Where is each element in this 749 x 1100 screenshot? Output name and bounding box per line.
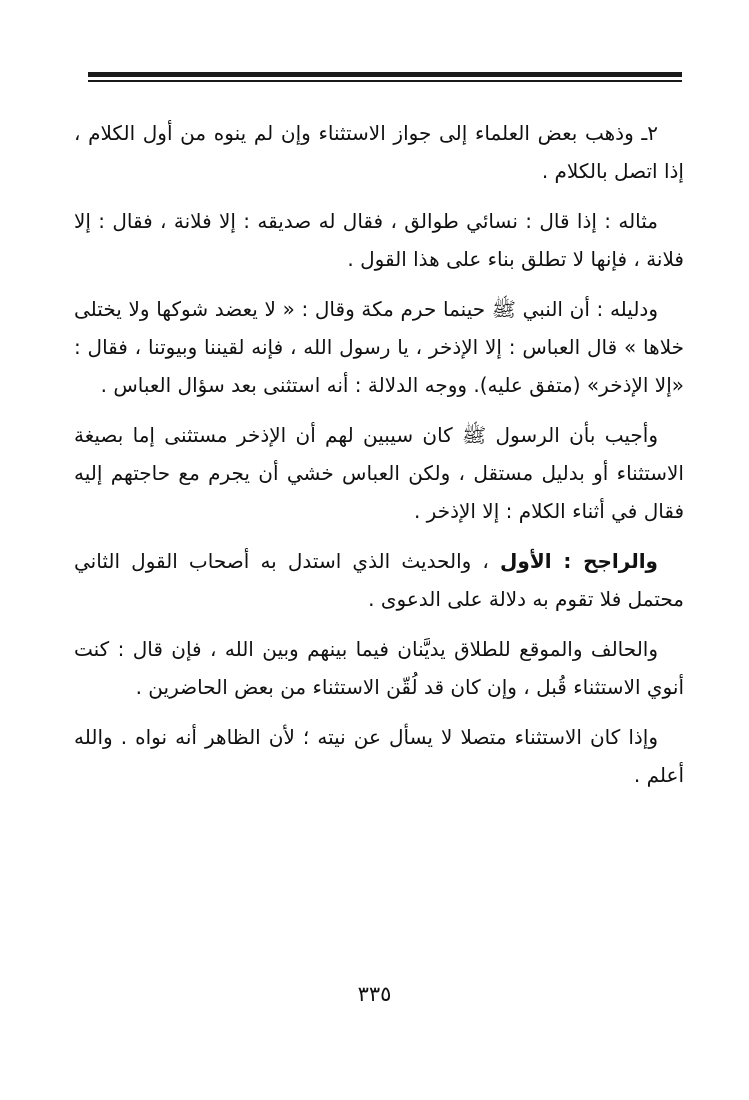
page-body (74, 114, 684, 806)
preferred-opinion-label: والراجح : الأول (500, 549, 658, 573)
paragraph-4: وأجيب بأن الرسول ﷺ كان سيبين لهم أن الإذخر مستثنى إما بصيغة الاستثناء أو بدليل مستقل ، ولكن العباس خشي أن يجرم مع حاجتهم إليه فقال في أثناء الكلام : إلا الإذخر . (74, 423, 684, 523)
paragraph-6: والحالف والموقع للطلاق يديَّنان فيما بينهم وبين الله ، فإن قال : كنت أنوي الاستثناء قُبل ، وإن كان قد لُقّن الاستثناء من بعض الحاضرين . (74, 637, 684, 699)
header-rule-thin (88, 80, 682, 82)
paragraph-5-text: ، والحديث الذي استدل به أصحاب القول الثاني محتمل فلا تقوم به دلالة على الدعوى . (74, 549, 684, 611)
paragraph-1: ٢ـ وذهب بعض العلماء إلى جواز الاستثناء وإن لم ينوه من أول الكلام ، إذا اتصل بالكلام . (74, 121, 684, 183)
paragraph-7: وإذا كان الاستثناء متصلا لا يسأل عن نيته ؛ لأن الظاهر أنه نواه . والله أعلم . (74, 725, 684, 787)
header-rule-thick (88, 72, 682, 77)
paragraph-3: ودليله : أن النبي ﷺ حينما حرم مكة وقال : « لا يعضد شوكها ولا يختلى خلاها » قال العباس : إلا الإذخر ، يا رسول الله ، فإنه لقيننا وبيوتنا ، فقال : «إلا الإذخر» (متفق عليه). ووجه الدلالة : أنه استثنى بعد سؤال العباس . (74, 297, 684, 397)
page-number: ٣٣٥ (357, 982, 392, 1006)
paragraph-2: مثاله : إذا قال : نسائي طوالق ، فقال له صديقه : إلا فلانة ، فقال : إلا فلانة ، فإنها لا تطلق بناء على هذا القول . (74, 209, 684, 271)
paragraph-5 (74, 542, 684, 618)
